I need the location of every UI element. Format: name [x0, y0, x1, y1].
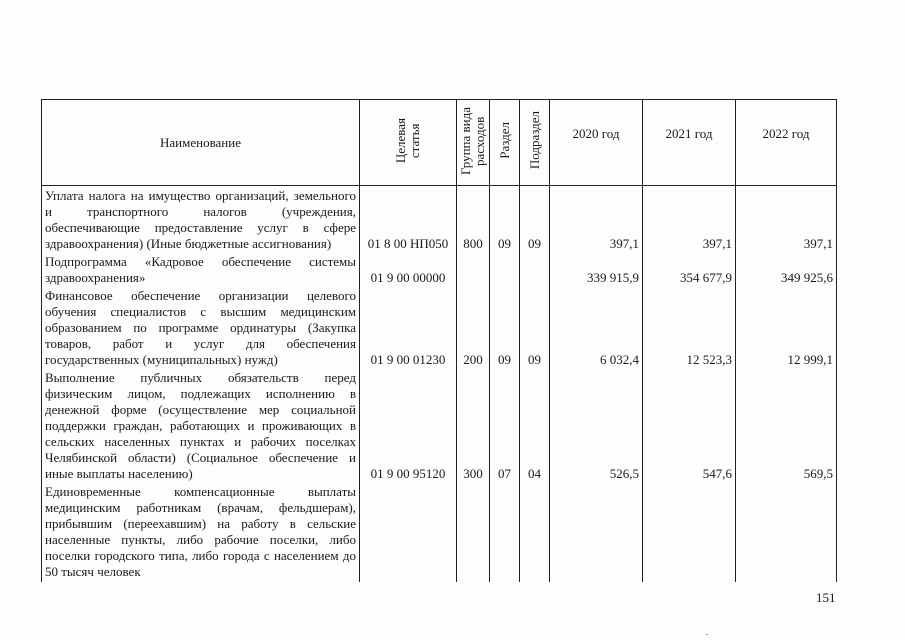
header-year-2020: 2020 год [550, 100, 643, 186]
row-expense-group [457, 484, 490, 582]
page-number: 151 [816, 590, 836, 605]
row-amount-2020 [550, 484, 643, 582]
row-name: Финансовое обеспечение организации целевого обучения специалистов с высшим медицинским образованием по программе ординатуры (Закупка товаров, работ и услуг для обеспечения государственных (муниципальных) нужд) [42, 288, 360, 370]
row-amount-2021: 12 523,3 [643, 288, 736, 370]
header-name: Наименование [42, 100, 360, 186]
row-amount-2022 [736, 484, 837, 582]
row-subsection: 09 [520, 288, 550, 370]
row-expense-group: 800 [457, 186, 490, 255]
header-year-2022: 2022 год [736, 100, 837, 186]
row-amount-2022: 569,5 [736, 370, 837, 484]
row-subsection [520, 484, 550, 582]
row-amount-2021: 397,1 [643, 186, 736, 255]
row-target-article [360, 484, 457, 582]
row-target-article: 01 9 00 01230 [360, 288, 457, 370]
header-target-article [360, 100, 457, 186]
row-subsection: 09 [520, 186, 550, 255]
row-amount-2022: 12 999,1 [736, 288, 837, 370]
table-header-row [42, 100, 837, 186]
table-row [42, 288, 837, 370]
row-subsection: 04 [520, 370, 550, 484]
row-section: 07 [490, 370, 520, 484]
row-name: Подпрограмма «Кадровое обеспечение системы здравоохранения» [42, 254, 360, 288]
header-expense-group-text: Группа вида расходов [458, 106, 487, 175]
row-name: Единовременные компенсационные выплаты медицинским работникам (врачам, фельдшерам), прибывшим (переехавшим) на работу в сельские населенные пункты, либо рабочие поселки, либо поселки городского типа, либо города с населением до 50 тысяч человек [42, 484, 360, 582]
row-target-article: 01 8 00 НП050 [360, 186, 457, 255]
row-section: 09 [490, 186, 520, 255]
row-section [490, 484, 520, 582]
table-row [42, 186, 837, 255]
row-name: Выполнение публичных обязательств перед физическим лицом, подлежащих исполнению в денежной форме (осуществление мер социальной поддержки граждан, работающих и проживающих в сельских населенных пунктах и рабочих поселках Челябинской области) (Социальное обеспечение и иные выплаты населению) [42, 370, 360, 484]
row-section: 09 [490, 288, 520, 370]
row-expense-group: 300 [457, 370, 490, 484]
row-amount-2021: 547,6 [643, 370, 736, 484]
row-subsection [520, 254, 550, 288]
row-amount-2021 [643, 484, 736, 582]
table-row [42, 484, 837, 582]
header-subsection: Подраздел [520, 100, 550, 186]
row-amount-2020: 6 032,4 [550, 288, 643, 370]
row-section [490, 254, 520, 288]
row-amount-2020: 339 915,9 [550, 254, 643, 288]
row-expense-group: 200 [457, 288, 490, 370]
header-section: Раздел [490, 100, 520, 186]
row-amount-2020: 526,5 [550, 370, 643, 484]
row-target-article: 01 9 00 00000 [360, 254, 457, 288]
row-amount-2020: 397,1 [550, 186, 643, 255]
header-year-2021: 2021 год [643, 100, 736, 186]
row-target-article: 01 9 00 95120 [360, 370, 457, 484]
row-amount-2021: 354 677,9 [643, 254, 736, 288]
scan-artifact [706, 634, 708, 635]
row-expense-group [457, 254, 490, 288]
row-amount-2022: 349 925,6 [736, 254, 837, 288]
table-row [42, 370, 837, 484]
row-name: Уплата налога на имущество организаций, земельного и транспортного налогов (учреждения, обеспечивающие предоставление услуг в сфере здравоохранения) (Иные бюджетные ассигнования) [42, 186, 360, 255]
table-row [42, 254, 837, 288]
header-target-article-text: Целевая статья [393, 117, 422, 164]
budget-table [41, 99, 837, 582]
header-expense-group [457, 100, 490, 186]
row-amount-2022: 397,1 [736, 186, 837, 255]
